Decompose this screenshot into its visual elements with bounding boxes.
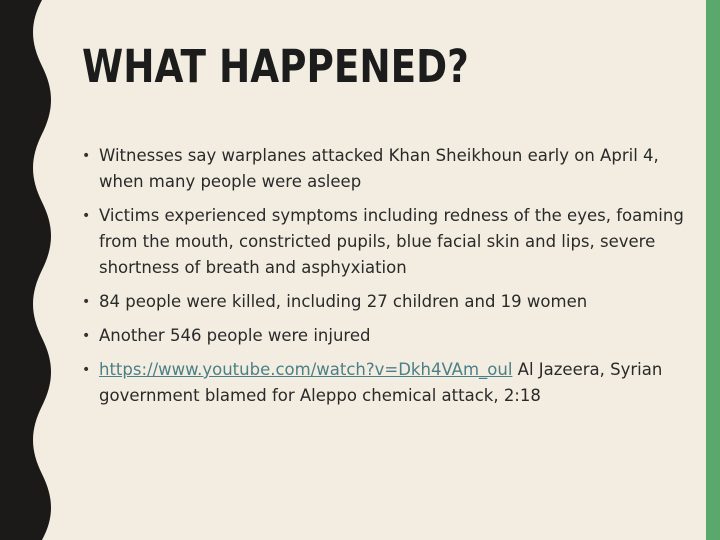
- bullet-list: [82, 143, 692, 417]
- wavy-border-decoration: [0, 0, 60, 540]
- link-description: Al Jazeera, Syrian government blamed for Aleppo chemical attack, 2:18: [99, 360, 663, 405]
- bullet-item: • Witnesses say warplanes attacked Khan Sheikhoun early on April 4, when many people were asleep: [82, 143, 692, 195]
- bullet-item-link: [82, 357, 692, 409]
- youtube-link[interactable]: https://www.youtube.com/watch?v=Dkh4VAm_oul: [99, 360, 513, 379]
- bullet-item: • Another 546 people were injured: [82, 323, 692, 349]
- slide-title: WHAT HAPPENED?: [82, 40, 469, 93]
- bullet-item: • Victims experienced symptoms including redness of the eyes, foaming from the mouth, constricted pupils, blue facial skin and lips, severe shortness of breath and asphyxiation: [82, 203, 692, 281]
- bullet-item: • 84 people were killed, including 27 children and 19 women: [82, 289, 692, 315]
- green-accent-bar: [706, 0, 720, 540]
